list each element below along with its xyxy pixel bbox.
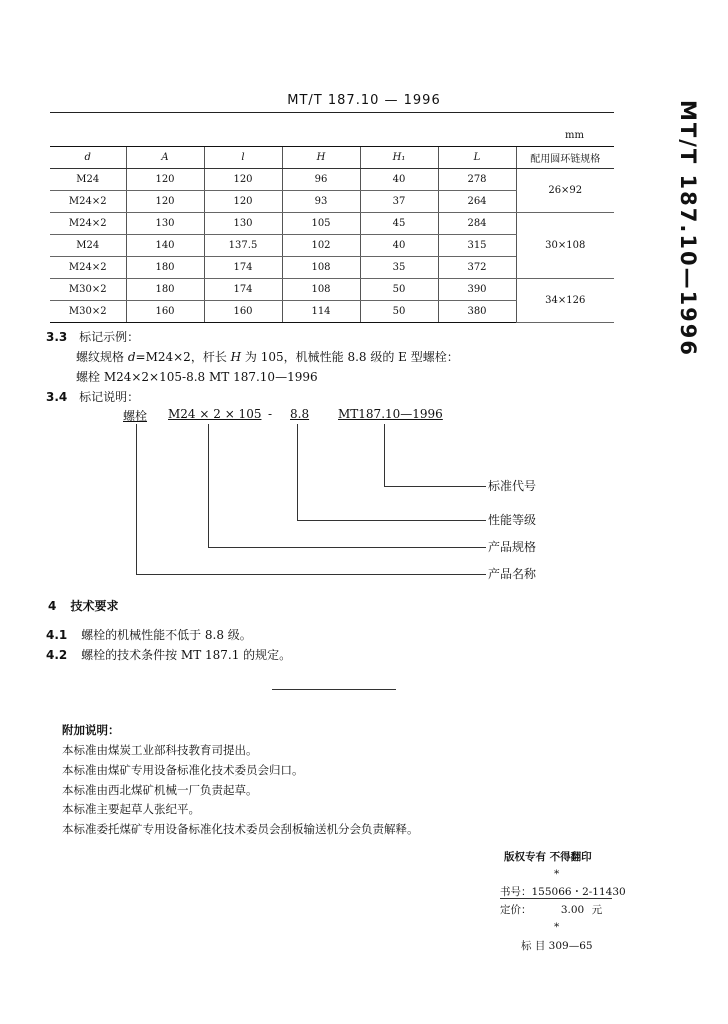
cell-chain: 34×126: [516, 279, 614, 323]
price-label: 定价：: [500, 904, 532, 916]
book-number-rule: [500, 898, 612, 899]
marking-spec: M24 × 2 × 105: [168, 407, 262, 421]
cell-L: 278: [438, 169, 516, 191]
separator-star: *: [554, 868, 560, 880]
label-product-spec: 产品规格: [488, 540, 537, 554]
label-performance-grade: 性能等级: [488, 513, 537, 527]
marking-grade: 8.8: [290, 407, 310, 421]
cell-L: 372: [438, 257, 516, 279]
cell-H: 108: [282, 279, 360, 301]
marking-dash: -: [268, 407, 273, 421]
col-header-l: l: [204, 147, 282, 169]
cell-H1: 50: [360, 279, 438, 301]
cell-l: 120: [204, 191, 282, 213]
section-3-3-heading: [46, 328, 139, 345]
cell-H: 93: [282, 191, 360, 213]
table-row: [50, 279, 614, 301]
cell-H1: 45: [360, 213, 438, 235]
price-value: 3.00: [560, 904, 585, 916]
cell-A: 160: [126, 301, 204, 323]
label-product-name: 产品名称: [488, 567, 537, 581]
table-row: [50, 169, 614, 191]
example-text: =M24×2，杆长: [135, 350, 231, 364]
leader-line: [136, 574, 486, 575]
cell-H1: 40: [360, 235, 438, 257]
cell-d: M24×2: [50, 257, 126, 279]
cell-A: 130: [126, 213, 204, 235]
cell-l: 174: [204, 279, 282, 301]
section-4-heading: [48, 597, 119, 614]
price-unit: 元: [591, 904, 603, 916]
clause-4-1: [46, 626, 252, 643]
cell-l: 120: [204, 169, 282, 191]
cell-L: 264: [438, 191, 516, 213]
cell-L: 315: [438, 235, 516, 257]
clause-4-2: [46, 646, 291, 663]
cell-H1: 40: [360, 169, 438, 191]
cell-H1: 35: [360, 257, 438, 279]
note-line: 本标准委托煤矿专用设备标准化技术委员会刮板输送机分会负责解释。: [62, 822, 419, 836]
leader-line: [208, 424, 209, 547]
copyright-notice: 版权专有 不得翻印: [504, 851, 592, 863]
leader-line: [136, 424, 137, 574]
cell-A: 180: [126, 279, 204, 301]
cell-d: M24: [50, 235, 126, 257]
catalog-number: 标 目 309—65: [521, 940, 593, 952]
col-header-d: d: [50, 147, 126, 169]
book-number: 书号：155066・2-11430: [500, 886, 626, 898]
col-header-A: A: [126, 147, 204, 169]
end-rule: [272, 689, 396, 690]
example-text: 螺纹规格: [76, 350, 128, 364]
clause-text: 螺栓的机械性能不低于 8.8 级。: [81, 628, 252, 642]
cell-chain: 26×92: [516, 169, 614, 213]
example-line-1: [76, 348, 459, 365]
cell-H: 105: [282, 213, 360, 235]
cell-H: 108: [282, 257, 360, 279]
section-number: 3.3: [46, 330, 68, 344]
symbol-d: d: [127, 350, 136, 364]
cell-H: 114: [282, 301, 360, 323]
leader-line: [297, 424, 298, 520]
col-header-L: L: [438, 147, 516, 169]
marking-product-name: 螺栓: [123, 409, 148, 423]
cell-L: 380: [438, 301, 516, 323]
leader-line: [384, 424, 385, 486]
example-text: 为 105，机械性能 8.8 级的 E 型螺栓：: [241, 350, 459, 364]
cell-A: 180: [126, 257, 204, 279]
cell-d: M24×2: [50, 191, 126, 213]
separator-star: *: [554, 921, 560, 933]
section-title: 标记示例：: [79, 330, 140, 344]
example-line-2: 螺栓 M24×2×105-8.8 MT 187.10—1996: [76, 370, 318, 384]
note-line: 本标准由西北煤矿机械一厂负责起草。: [62, 783, 258, 797]
cell-chain: 30×108: [516, 213, 614, 279]
cell-L: 390: [438, 279, 516, 301]
cell-d: M24: [50, 169, 126, 191]
symbol-H: H: [230, 350, 242, 364]
cell-H: 102: [282, 235, 360, 257]
dimension-table: [50, 146, 614, 323]
section-number: 3.4: [46, 390, 68, 404]
col-header-chain: 配用圆环链规格: [516, 147, 614, 169]
col-header-H1: H₁: [360, 147, 438, 169]
side-standard-code: MT/T 187.10—1996: [676, 100, 700, 358]
cell-A: 140: [126, 235, 204, 257]
cell-H1: 37: [360, 191, 438, 213]
cell-H1: 50: [360, 301, 438, 323]
cell-L: 284: [438, 213, 516, 235]
section-title: 标记说明：: [79, 390, 140, 404]
table-unit: mm: [565, 130, 584, 141]
cell-d: M24×2: [50, 213, 126, 235]
leader-line: [208, 547, 486, 548]
note-line: 本标准主要起草人张纪平。: [62, 802, 200, 816]
clause-text: 螺栓的技术条件按 MT 187.1 的规定。: [81, 648, 292, 662]
notes-title: 附加说明：: [62, 723, 120, 737]
cell-l: 130: [204, 213, 282, 235]
leader-line: [297, 520, 486, 521]
header-rule: [50, 112, 614, 113]
cell-l: 174: [204, 257, 282, 279]
cell-d: M30×2: [50, 301, 126, 323]
section-number: 4: [48, 599, 57, 613]
price-line: [500, 902, 602, 917]
cell-l: 160: [204, 301, 282, 323]
note-line: 本标准由煤炭工业部科技教育司提出。: [62, 743, 258, 757]
cell-A: 120: [126, 169, 204, 191]
cell-l: 137.5: [204, 235, 282, 257]
table-header-row: [50, 147, 614, 169]
marking-standard-code: MT187.10—1996: [338, 407, 443, 421]
page-header: MT/T 187.10 — 1996: [287, 93, 441, 108]
cell-H: 96: [282, 169, 360, 191]
section-3-4-heading: [46, 388, 139, 405]
table-row: [50, 213, 614, 235]
cell-d: M30×2: [50, 279, 126, 301]
section-title: 技术要求: [70, 599, 119, 613]
note-line: 本标准由煤矿专用设备标准化技术委员会归口。: [62, 763, 304, 777]
section-number: 4.2: [46, 648, 68, 662]
section-number: 4.1: [46, 628, 68, 642]
label-standard-code: 标准代号: [488, 479, 537, 493]
cell-A: 120: [126, 191, 204, 213]
leader-line: [384, 486, 486, 487]
col-header-H: H: [282, 147, 360, 169]
